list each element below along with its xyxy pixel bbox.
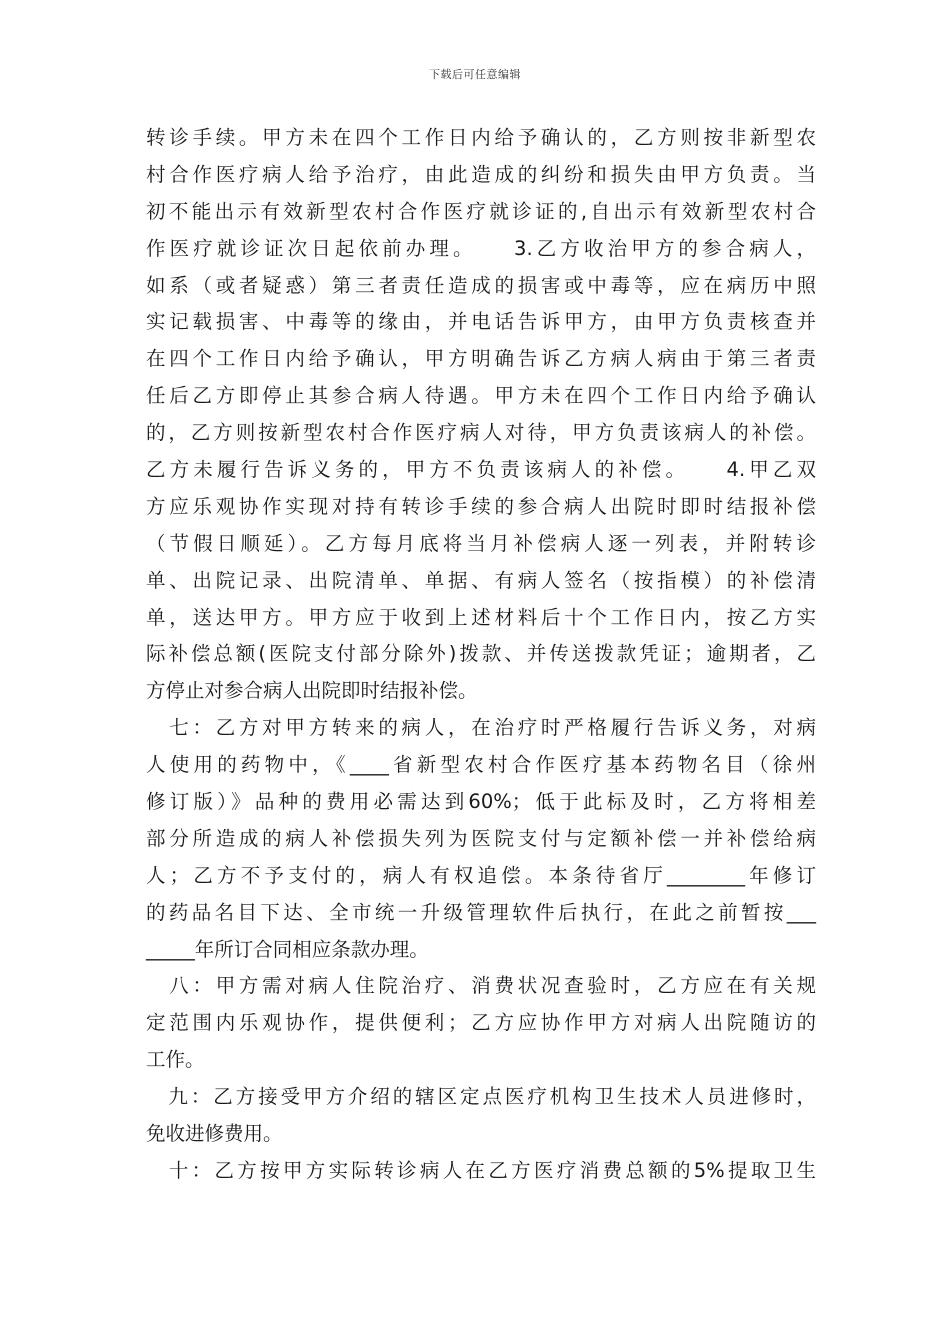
text-line: 八：甲方需对病人住院治疗、消费状况查验时，乙方应在有关规 bbox=[146, 974, 816, 998]
text-line: 在四个工作日内给予确认，甲方明确告诉乙方病人病由于第三者责 bbox=[146, 347, 816, 371]
text-line: 免收进修费用。 bbox=[146, 1122, 283, 1146]
text-line: 十：乙方按甲方实际转诊病人在乙方医疗消费总额的5%提取卫生 bbox=[146, 1158, 816, 1182]
text-line: 部分所造成的病人补偿损失列为医院支付与定额补偿一并补偿给病 bbox=[146, 826, 816, 850]
text-line: _____年所订合同相应条款办理。 bbox=[146, 937, 429, 961]
text-line: 乙方未履行告诉义务的，甲方不负责该病人的补偿。 4.甲乙双 bbox=[146, 458, 816, 482]
text-line: 方停止对参合病人出院即时结报补偿。 bbox=[146, 679, 478, 703]
text-line: 工作。 bbox=[146, 1048, 205, 1072]
text-line: （节假日顺延）。乙方每月底将当月补偿病人逐一列表，并附转诊 bbox=[146, 531, 816, 555]
text-line: 的，乙方则按新型农村合作医疗病人对待，甲方负责该病人的补偿。 bbox=[146, 421, 816, 445]
text-line: 九：乙方接受甲方介绍的辖区定点医疗机构卫生技术人员进修时， bbox=[146, 1085, 816, 1109]
text-line: 如系（或者疑惑）第三者责任造成的损害或中毒等，应在病历中照 bbox=[146, 273, 816, 297]
text-line: 方应乐观协作实现对持有转诊手续的参合病人出院时即时结报补偿 bbox=[146, 494, 816, 518]
text-line: 单，送达甲方。甲方应于收到上述材料后十个工作日内，按乙方实 bbox=[146, 605, 816, 629]
text-line: 村合作医疗病人给予治疗，由此造成的纠纷和损失由甲方负责。当 bbox=[146, 162, 816, 186]
page-header: 下载后可任意编辑 bbox=[429, 68, 521, 81]
text-line: 人使用的药物中，《____省新型农村合作医疗基本药物名目（徐州 bbox=[146, 753, 816, 777]
text-line: 的药品名目下达、全市统一升级管理软件后执行，在此之前暂按___ bbox=[146, 900, 816, 924]
text-line: 际补偿总额(医院支付部分除外)拨款、并传送拨款凭证；逾期者，乙 bbox=[146, 642, 816, 666]
text-line: 单、出院记录、出院清单、单据、有病人签名（按指模）的补偿清 bbox=[146, 568, 816, 592]
text-line: 作医疗就诊证次日起依前办理。 3.乙方收治甲方的参合病人， bbox=[146, 236, 816, 260]
text-line: 实记载损害、中毒等的缘由，并电话告诉甲方，由甲方负责核查并 bbox=[146, 310, 816, 334]
text-line: 修订版）》品种的费用必需达到60%；低于此标及时，乙方将相差 bbox=[146, 790, 816, 814]
text-line: 定范围内乐观协作，提供便利；乙方应协作甲方对病人出院随访的 bbox=[146, 1011, 816, 1035]
text-line: 转诊手续。甲方未在四个工作日内给予确认的，乙方则按非新型农 bbox=[146, 126, 816, 149]
document-body bbox=[146, 120, 816, 1190]
text-line: 人；乙方不予支付的，病人有权追偿。本条待省厅________年修订 bbox=[146, 863, 816, 887]
text-line: 任后乙方即停止其参合病人待遇。甲方未在四个工作日内给予确认 bbox=[146, 384, 816, 408]
text-line: 初不能出示有效新型农村合作医疗就诊证的,自出示有效新型农村合 bbox=[146, 199, 816, 223]
text-line: 七：乙方对甲方转来的病人，在治疗时严格履行告诉义务，对病 bbox=[146, 716, 816, 740]
